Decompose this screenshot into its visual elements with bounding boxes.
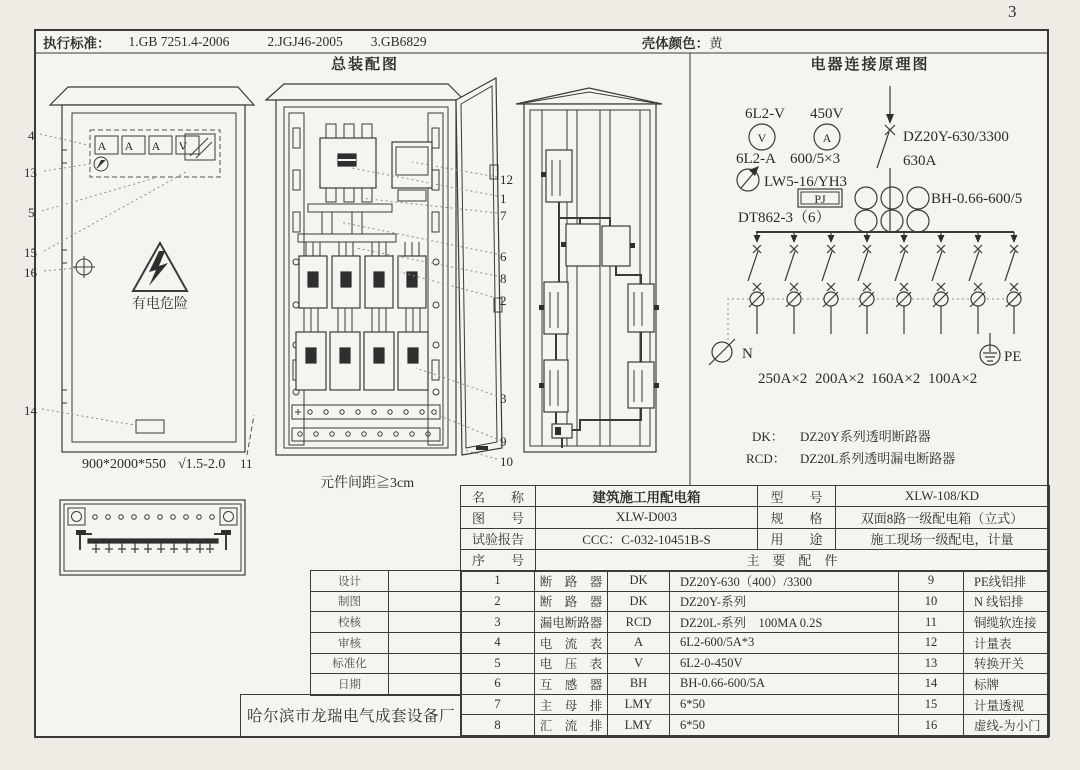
part-no: 4	[461, 633, 535, 654]
part-name: 漏电断路器	[535, 612, 608, 633]
part-name2: N 线铝排	[964, 592, 1049, 613]
part-name: 互 感 器	[535, 674, 608, 695]
part-name2: PE线铝排	[964, 571, 1049, 592]
name-value: 建筑施工用配电箱	[536, 486, 758, 507]
test-report-label: 试验报告	[461, 529, 536, 550]
part-name2: 铜缆软连接	[964, 612, 1049, 633]
approval-draft-value	[389, 592, 461, 613]
callout-8: 8	[500, 271, 507, 286]
approval-design-value	[389, 571, 461, 592]
standard-2: 2.JGJ46-2005	[267, 33, 343, 49]
part-no2: 16	[899, 715, 964, 736]
branch-rating-3: 160A×2	[871, 371, 921, 387]
part-code: BH	[608, 674, 670, 695]
ammeter-letter: A	[822, 131, 832, 145]
approval-review-value	[389, 633, 461, 654]
callout-6: 6	[500, 249, 507, 264]
part-name: 断 路 器	[535, 571, 608, 592]
callout-3: 3	[500, 391, 507, 406]
drawing-no-value: XLW-D003	[536, 507, 758, 528]
manufacturer-name: 哈尔滨市龙瑞电气成套设备厂	[240, 694, 462, 737]
approval-design: 设计	[311, 571, 389, 592]
part-no2: 14	[899, 674, 964, 695]
legend-dk-code: DK：	[752, 429, 784, 444]
title-block	[460, 485, 1050, 572]
part-no: 3	[461, 612, 535, 633]
ct-ratio: 600/5×3	[790, 151, 841, 167]
callout-9: 9	[500, 434, 507, 449]
branch-rating-2: 200A×2	[815, 371, 865, 387]
part-code: RCD	[608, 612, 670, 633]
part-no2: 11	[899, 612, 964, 633]
part-no: 6	[461, 674, 535, 695]
usage-label: 用 途	[758, 529, 836, 550]
part-name: 断 路 器	[535, 592, 608, 613]
schematic-title: 电器连接原理图	[810, 57, 930, 73]
part-no: 7	[461, 695, 535, 716]
neutral-label: N	[742, 346, 753, 362]
part-name2: 标牌	[964, 674, 1049, 695]
part-no2: 9	[899, 571, 964, 592]
meter-label-a3: A	[151, 139, 161, 153]
energy-meter-label: PJ	[814, 192, 826, 206]
approval-date: 日期	[311, 674, 389, 695]
part-no2: 13	[899, 654, 964, 675]
part-no: 8	[461, 715, 535, 736]
part-spec: DZ20Y-630（400）/3300	[670, 571, 899, 592]
part-no2: 15	[899, 695, 964, 716]
part-spec: 6L2-0-450V	[670, 654, 899, 675]
approval-block	[310, 570, 462, 696]
ammeter-model: 6L2-A	[736, 151, 776, 167]
callout-7: 7	[500, 208, 507, 223]
part-code: V	[608, 654, 670, 675]
cabinet-front-view	[40, 87, 254, 455]
branch-rating-1: 250A×2	[758, 371, 808, 387]
meter-label-a2: A	[124, 139, 134, 153]
part-spec: 6*50	[670, 715, 899, 736]
meter-label-a1: A	[97, 139, 107, 153]
spec-label: 规 格	[758, 507, 836, 528]
callout-10: 10	[500, 454, 513, 469]
part-no: 5	[461, 654, 535, 675]
standard-1: 1.GB 7251.4-2006	[128, 33, 230, 49]
part-name2: 转换开关	[964, 654, 1049, 675]
name-label: 名 称	[461, 486, 536, 507]
part-code: LMY	[608, 715, 670, 736]
approval-check-value	[389, 612, 461, 633]
finish-text: √1.5-2.0	[178, 457, 226, 472]
dimension-text: 900*2000*550	[82, 457, 166, 472]
part-spec: DZ20Y-系列	[670, 592, 899, 613]
parts-header: 主 要 配 件	[536, 550, 1049, 571]
cabinet-side-view	[516, 88, 662, 452]
part-no2: 10	[899, 592, 964, 613]
model-label: 型 号	[758, 486, 836, 507]
part-no: 2	[461, 592, 535, 613]
parts-table	[460, 570, 1050, 737]
spacing-caption: 元件间距≧3cm	[320, 476, 415, 491]
part-spec: BH-0.66-600/5A	[670, 674, 899, 695]
part-spec: 6L2-600/5A*3	[670, 633, 899, 654]
approval-check: 校核	[311, 612, 389, 633]
switch-model: LW5-16/YH3	[764, 174, 848, 190]
part-code: DK	[608, 592, 670, 613]
warning-text: 有电危险	[132, 297, 188, 312]
earth-label: PE	[1004, 349, 1022, 365]
cabinet-open-view	[266, 78, 502, 459]
part-name: 汇 流 排	[535, 715, 608, 736]
part-code: DK	[608, 571, 670, 592]
spec-value: 双面8路一级配电箱（立式）	[836, 507, 1049, 528]
approval-standard-value	[389, 654, 461, 675]
kwh-meter	[392, 142, 432, 188]
part-no: 1	[461, 571, 535, 592]
main-breaker-rating: 630A	[903, 153, 937, 169]
legend-rcd-code: RCD：	[746, 451, 786, 466]
main-breaker-model: DZ20Y-630/3300	[903, 129, 1009, 145]
callout-4: 4	[28, 128, 35, 143]
part-name: 电 流 表	[535, 633, 608, 654]
part-name2: 计量表	[964, 633, 1049, 654]
shell-color-label: 壳体颜色：	[641, 35, 710, 51]
legend-dk-desc: DZ20Y系列透明断路器	[800, 429, 931, 444]
part-name: 主 母 排	[535, 695, 608, 716]
standards-bar	[35, 30, 1048, 53]
part-name: 电 压 表	[535, 654, 608, 675]
part-code: LMY	[608, 695, 670, 716]
assembly-title: 总装配图	[330, 57, 399, 73]
callout-1: 1	[500, 191, 507, 206]
part-name2: 虚线-为小门	[964, 715, 1049, 736]
voltmeter-model: 6L2-V	[745, 106, 785, 122]
meter-model: DT862-3（6）	[738, 210, 831, 226]
branch-rating-4: 100A×2	[928, 371, 978, 387]
usage-value: 施工现场一级配电，计量	[836, 529, 1049, 550]
busbar-detail	[60, 500, 245, 575]
shell-color-value: 黄	[709, 35, 723, 51]
part-spec: DZ20L-系列 100MA 0.2S	[670, 612, 899, 633]
callout-5: 5	[28, 205, 35, 220]
standards-label: 执行标准：	[43, 35, 111, 51]
voltmeter-letter: V	[757, 131, 767, 145]
test-report-value: CCC：C-032-10451B-S	[536, 529, 758, 550]
ct-model: BH-0.66-600/5	[931, 191, 1023, 207]
callout-14: 14	[24, 403, 37, 418]
part-spec: 6*50	[670, 695, 899, 716]
callout-12: 12	[500, 172, 513, 187]
callout-15: 15	[24, 245, 37, 260]
callout-2: 2	[500, 293, 507, 308]
callout-16: 16	[24, 265, 37, 280]
part-name2: 计量透视	[964, 695, 1049, 716]
legend-rcd-desc: DZ20L系列透明漏电断路器	[800, 451, 956, 466]
callout-11: 11	[240, 456, 253, 471]
approval-draft: 制图	[311, 592, 389, 613]
page-number: 3	[1008, 2, 1017, 21]
model-value: XLW-108/KD	[836, 486, 1049, 507]
meter-label-v: V	[178, 139, 188, 153]
seq-label: 序 号	[461, 550, 536, 571]
drawing-no-label: 图 号	[461, 507, 536, 528]
approval-review: 审核	[311, 633, 389, 654]
part-no2: 12	[899, 633, 964, 654]
approval-standard: 标准化	[311, 654, 389, 675]
part-code: A	[608, 633, 670, 654]
callout-13: 13	[24, 165, 37, 180]
voltage-label: 450V	[810, 106, 844, 122]
approval-date-value	[389, 674, 461, 695]
standard-3: 3.GB6829	[370, 33, 427, 49]
